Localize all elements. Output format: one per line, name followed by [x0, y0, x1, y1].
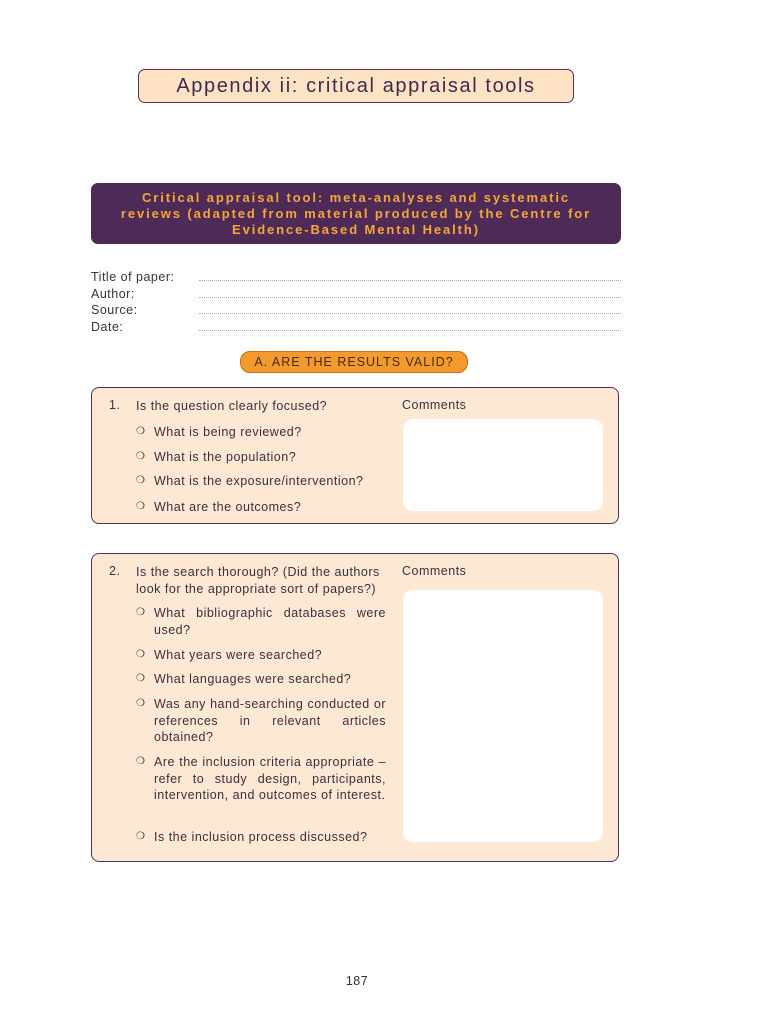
field-date [91, 320, 621, 337]
sub-question-text: Was any hand-searching conducted or references in relevant articles obtained? [154, 697, 386, 744]
field-author [91, 287, 621, 304]
sub-question [136, 754, 386, 804]
tool-banner [91, 183, 621, 244]
fill-in-line[interactable] [199, 288, 621, 298]
comments-label: Comments [402, 398, 467, 412]
comments-area[interactable] [403, 419, 603, 511]
circle-bullet-icon: ❍ [136, 831, 146, 842]
circle-bullet-icon: ❍ [136, 501, 146, 512]
fill-in-line[interactable] [199, 321, 621, 331]
field-label: Date: [91, 319, 124, 334]
circle-bullet-icon: ❍ [136, 607, 146, 618]
sub-question-text: What is the population? [154, 450, 297, 464]
question-text: Is the search thorough? (Did the authors look for the appropriate sort of papers?) [136, 565, 380, 596]
sub-question-text: What are the outcomes? [154, 500, 302, 514]
circle-bullet-icon: ❍ [136, 756, 146, 767]
comments-label: Comments [402, 564, 467, 578]
circle-bullet-icon: ❍ [136, 673, 146, 684]
field-source [91, 303, 621, 320]
field-label: Source: [91, 303, 138, 317]
field-title-of-paper [91, 270, 621, 287]
sub-question [136, 671, 386, 688]
paper-details [91, 270, 621, 336]
sub-question-text: What is the exposure/intervention? [154, 474, 364, 488]
sub-question [136, 829, 386, 846]
question-number: 2. [109, 564, 121, 578]
sub-question-text: What is being reviewed? [154, 425, 302, 439]
sub-question [136, 499, 386, 516]
circle-bullet-icon: ❍ [136, 475, 146, 486]
comments-area[interactable] [403, 590, 603, 842]
sub-question [136, 696, 386, 746]
sub-question [136, 647, 386, 664]
circle-bullet-icon: ❍ [136, 426, 146, 437]
sub-question [136, 449, 386, 466]
banner-line-2: reviews (adapted from material produced by the Centre for [120, 205, 592, 221]
fill-in-line[interactable] [199, 271, 621, 281]
page-title: Appendix ii: critical appraisal tools [138, 69, 574, 103]
page-number: 187 [345, 974, 369, 988]
question-text: Is the question clearly focused? [136, 399, 328, 413]
banner-line-1: Critical appraisal tool: meta-analyses and systematic [142, 189, 570, 205]
sub-question [136, 424, 386, 441]
banner-line-3: Evidence-Based Mental Health) [232, 221, 480, 237]
section-heading: A. ARE THE RESULTS VALID? [240, 351, 468, 373]
sub-question-text: What bibliographic databases were used? [154, 606, 386, 637]
circle-bullet-icon: ❍ [136, 698, 146, 709]
field-label: Author: [91, 286, 135, 301]
circle-bullet-icon: ❍ [136, 451, 146, 462]
sub-question-text: Are the inclusion criteria appropriate – refer to study design, participants, intervention, and outcomes of interest. [154, 755, 386, 802]
sub-question [136, 473, 386, 490]
sub-question-text: What years were searched? [154, 648, 323, 662]
field-label: Title of paper: [91, 270, 175, 284]
sub-question-text: Is the inclusion process discussed? [154, 830, 368, 844]
question-number: 1. [109, 398, 121, 412]
sub-question-text: What languages were searched? [154, 672, 352, 686]
sub-question [136, 605, 386, 638]
question-box-2 [91, 553, 619, 862]
fill-in-line[interactable] [199, 304, 621, 314]
question-box-1 [91, 387, 619, 524]
circle-bullet-icon: ❍ [136, 649, 146, 660]
